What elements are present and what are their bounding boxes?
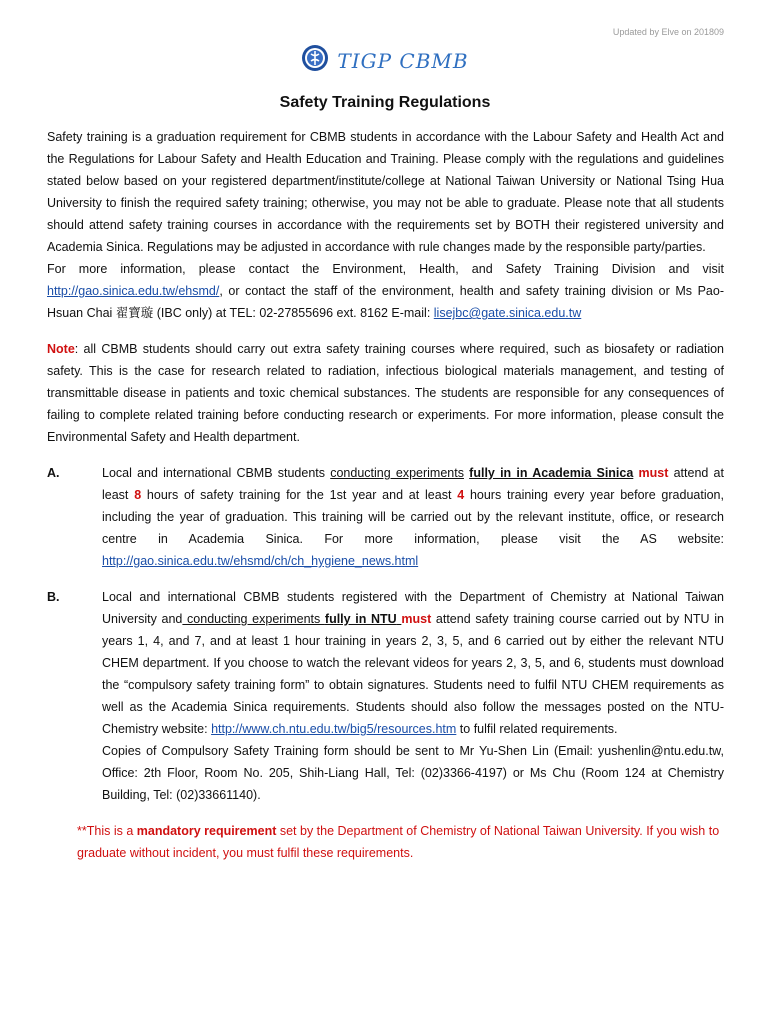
emblem-icon: [301, 44, 329, 77]
intro-paragraph: Safety training is a graduation requirement for CBMB students in accordance with the Labour Safety and Health Act and the Regulations for Labour Safety and Health Education and Training. Please comply with the regulations and guidelines stated below based on your registered department/institute/college at National Taiwan University or National Tsing Hua University to finish the required safety training; otherwise, you may not be able to graduate. Please note that all students should attend safety training courses in accordance with the requirements set by BOTH their registered university and Academia Sinica. Regulations may be adjusted in accordance with rule changes made by the responsible party/parties. For more information, please contact the Environment, Health, and Safety Training Division and visit http://gao.sinica.edu.tw/ehsmd/, or contact the staff of the environment, health and safety training division or Ms Pao-Hsuan Chai 翟寶璇 (IBC only) at TEL: 02-27855696 ext. 8162 E-mail: lisejbc@gate.sinica.edu.tw: [47, 130, 724, 320]
item-a-body: Local and international CBMB students conducting experiments fully in in Academia Sinica must attend at least 8 hours of safety training for the 1st year and at least 4 hours training every year before graduation, including the year of graduation. This training will be carried out by the relevant institute, office, or research centre in Academia Sinica. For more information, please visit the AS website: http://gao.sinica.edu.tw/ehsmd/ch/ch_hygiene_news.html: [102, 466, 724, 568]
item-a: [47, 462, 724, 572]
document-body: [47, 126, 724, 864]
logo: [0, 44, 770, 77]
ehsmd-link[interactable]: http://gao.sinica.edu.tw/ehsmd/: [47, 284, 220, 298]
logo-text: TIGP CBMB: [337, 48, 469, 73]
as-website-link[interactable]: http://gao.sinica.edu.tw/ehsmd/ch/ch_hygiene_news.html: [102, 554, 419, 568]
item-b-body: Local and international CBMB students registered with the Department of Chemistry at National Taiwan University and conducting experiments fully in NTU must attend safety training course carried out by NTU in years 1, 4, and 7, and at least 1 hour training in years 2, 3, 5, and 6 carried out by either the relevant NTU CHEM department. If you choose to watch the relevant videos for years 2, 3, 5, and 6, students must download the “compulsory safety training form” to obtain signatures. Students need to fulfil NTU CHEM requirements as well as the Academia Sinica requirements. Students should also follow the messages posted on the NTU-Chemistry website: http://www.ch.ntu.edu.tw/big5/resources.htm to fulfil related requirements. Copies of Compulsory Safety Training form should be sent to Mr Yu-Shen Lin (Email: yushenlin@ntu.edu.tw, Office: 2th Floor, Room No. 205, Shih-Liang Hall, Tel: (02)3366-4197) or Ms Chu (Room 124 at Chemistry Building, Tel: (02)33661140).: [102, 590, 724, 802]
page-title: Safety Training Regulations: [279, 94, 491, 111]
email-link[interactable]: lisejbc@gate.sinica.edu.tw: [433, 306, 582, 320]
item-b-label: B.: [47, 590, 60, 604]
copies-text: Copies of Compulsory Safety Training form should be sent to Mr Yu-Shen Lin (Email: yushenlin@ntu.edu.tw, Office: 2th Floor, Room No. 205, Shih-Liang Hall, Tel: (02)3366-4197) or Ms Chu (Room 124 at Chemistry Building, Tel: (02)33661140).: [102, 744, 724, 802]
note-paragraph: Note: all CBMB students should carry out extra safety training courses where required, such as biosafety or radiation safety. This is the case for research related to radiation, infectious biological materials management, and testing of transmittable disease in patients and toxic chemical substances. The students are responsible for any consequences of failing to complete related training before conducting research or experiments. For more information, please consult the Environmental Safety and Health department.: [47, 342, 724, 444]
item-a-label: A.: [47, 466, 60, 480]
mandatory-notice: **This is a mandatory requirement set by the Department of Chemistry of National Taiwan University. If you wish to graduate without incident, you must fulfil these requirements.: [77, 824, 720, 860]
item-b: [47, 586, 724, 806]
note-label: Note: [47, 342, 75, 356]
updated-note: Updated by Elve on 201809: [612, 27, 724, 37]
ntu-chem-link[interactable]: http://www.ch.ntu.edu.tw/big5/resources.htm: [211, 722, 457, 736]
